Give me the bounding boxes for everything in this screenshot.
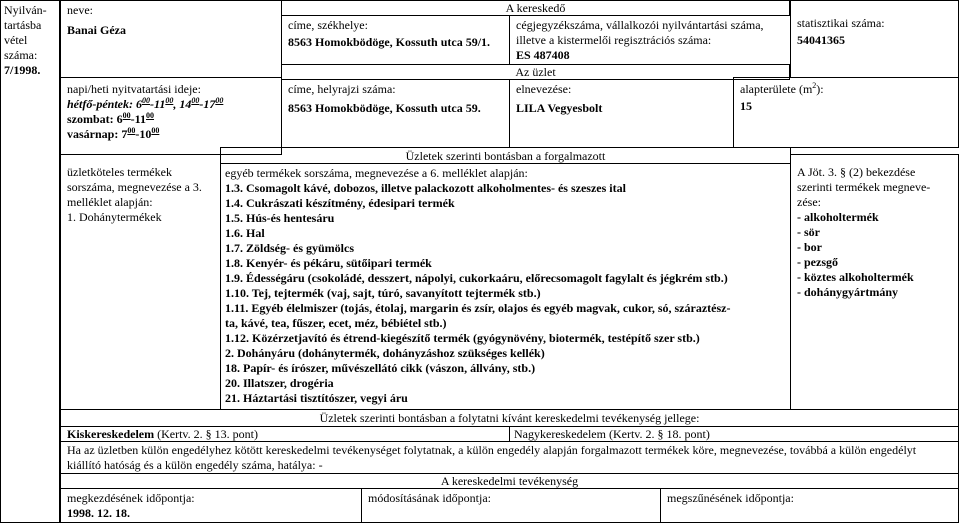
retail-label: Kiskereskedelem xyxy=(67,427,155,441)
trader-stat-value: 54041365 xyxy=(797,33,845,47)
shop-name-label: elnevezése: xyxy=(516,82,572,96)
opening-hours-cell xyxy=(60,77,282,155)
registry-number-label-4: száma: xyxy=(4,48,38,62)
list-item: ta, kávé, tea, fűszer, ecet, méz, bébiétel stb.) xyxy=(225,316,447,330)
activity-header-text: Üzletek szerinti bontásban a folytatni kívánt kereskedelmi tevékenység jellege: xyxy=(319,411,700,425)
registry-number-value: 7/1998. xyxy=(4,63,41,77)
other-products-label: egyéb termékek sorszáma, megnevezése a 6. melléklet alapján: xyxy=(225,166,528,180)
trader-name-value: Banai Géza xyxy=(67,23,126,37)
list-item: 1.11. Egyéb élelmiszer (tojás, étolaj, margarin és zsír, olajos és egyéb magvak, cukor, só, száraztész- xyxy=(225,301,731,315)
list-item: 2. Dohányáru (dohánytermék, dohányzáshoz szükséges kellék) xyxy=(225,346,545,360)
list-item: 18. Papír- és írószer, művészellátó cikk (vászon, állvány, stb.) xyxy=(225,361,536,375)
shop-address-label: címe, helyrajzi száma: xyxy=(288,82,396,96)
trader-seat-label: címe, székhelye: xyxy=(288,18,368,32)
list-item: - bor xyxy=(797,240,822,254)
permit-cell xyxy=(60,441,959,474)
list-item: 1.5. Hús-és hentesáru xyxy=(225,211,335,225)
list-item: 1.6. Hal xyxy=(225,226,265,240)
shop-address-value: 8563 Homokbödöge, Kossuth utca 59. xyxy=(288,101,481,115)
shop-area-cell xyxy=(733,77,959,148)
registry-number-label-3: vétel xyxy=(4,33,28,47)
trader-name-label: neve: xyxy=(67,3,93,17)
list-item: 1.12. Közérzetjavító és étrend-kiegészítő termék (gyógynövény, biotermék, testépítő szer stb.) xyxy=(225,331,700,345)
opening-sunday: vasárnap: $7^{00}-10^{00}$ xyxy=(67,126,160,141)
trader-header xyxy=(281,0,790,16)
licensed-products-value: 1. Dohánytermékek xyxy=(67,210,162,224)
products-header-text: Üzletek szerinti bontásban a forgalmazott xyxy=(405,149,606,163)
change-date-cell xyxy=(361,488,661,523)
other-products-list xyxy=(225,181,786,406)
shop-header-text: Az üzlet xyxy=(515,65,556,79)
list-item: - pezsgő xyxy=(797,255,838,269)
shop-name-cell xyxy=(509,79,734,148)
trader-reg-cell xyxy=(509,15,791,65)
list-item: 20. Illatszer, drogéria xyxy=(225,376,334,390)
opening-hours-label: napi/heti nyitvatartási ideje: xyxy=(67,82,201,96)
start-date-label: megkezdésének időpontja: xyxy=(67,491,195,505)
list-item: - alkoholtermék xyxy=(797,210,879,224)
registry-number-label-2: tartásba xyxy=(4,18,42,32)
start-date-cell xyxy=(60,488,362,523)
trader-header-text: A kereskedő xyxy=(505,1,566,15)
list-item: - dohánygyártmány xyxy=(797,285,899,299)
wholesale-cell xyxy=(509,426,959,442)
other-products-cell xyxy=(220,163,791,410)
trader-seat-value: 8563 Homokbödöge, Kossuth utca 59/1. xyxy=(288,35,491,49)
list-item: 21. Háztartási tisztítószer, vegyi áru xyxy=(225,391,408,405)
list-item: 1.8. Kenyér- és pékáru, sütőipari termék xyxy=(225,256,432,270)
shop-name-value: LILA Vegyesbolt xyxy=(516,101,603,115)
change-date-label: módosításának időpontja: xyxy=(368,491,491,505)
end-date-label: megszűnésének időpontja: xyxy=(667,491,794,505)
list-item: 1.4. Cukrászati készítmény, édesipari termék xyxy=(225,196,455,210)
products-header xyxy=(220,147,791,164)
shop-address-cell xyxy=(281,79,510,148)
list-item: - sör xyxy=(797,225,820,239)
trader-stat-label: statisztikai száma: xyxy=(797,16,885,30)
trader-reg-label: cégjegyzékszáma, vállalkozói nyilvántartási száma, illetve a kistermelői regisztrációs száma: xyxy=(516,18,764,47)
excise-products-cell xyxy=(790,154,959,410)
wholesale-label: Nagykereskedelem (Kertv. 2. § 18. pont) xyxy=(514,427,710,441)
permit-text: Ha az üzletben külön engedélyhez kötött kereskedelmi tevékenységet folytatnak, a külön engedély alapján forgalmazott termékek köre, megnevezése, továbbá a külön engedélyt kiállító hatóság és a külön engedély száma, hatálya: - xyxy=(67,443,917,472)
list-item: - köztes alkoholtermék xyxy=(797,270,914,284)
registry-number-label-1: Nyilván- xyxy=(4,3,47,17)
trader-stat-cell xyxy=(790,0,959,78)
timeline-header xyxy=(60,473,959,489)
registry-number-cell xyxy=(0,0,60,523)
start-date-value: 1998. 12. 18. xyxy=(67,506,130,520)
opening-weekday: hétfő-péntek: $6^{00}-11^{00}$, $14^{00}-17^{00}$ xyxy=(67,96,224,111)
timeline-header-text: A kereskedelmi tevékenység xyxy=(440,474,579,488)
shop-area-label: alapterülete $(m^2)$: xyxy=(740,81,824,96)
shop-area-value: 15 xyxy=(740,99,752,113)
trader-name-cell xyxy=(60,0,282,78)
retail-ref: (Kertv. 2. § 13. pont) xyxy=(154,427,258,441)
list-item: 1.7. Zöldség- és gyümölcs xyxy=(225,241,354,255)
retail-cell xyxy=(60,426,510,442)
end-date-cell xyxy=(660,488,959,523)
activity-header xyxy=(60,409,959,427)
list-item: 1.9. Édességáru (csokoládé, desszert, nápolyi, cukorkaáru, előrecsomagolt fagylalt és jégkrém stb.) xyxy=(225,271,728,285)
opening-saturday: szombat: $6^{00}-11^{00}$ xyxy=(67,111,155,126)
trader-reg-value: ES 487408 xyxy=(516,48,570,62)
licensed-products-cell xyxy=(60,154,221,410)
list-item: 1.10. Tej, tejtermék (vaj, sajt, túró, savanyított tejtermék stb.) xyxy=(225,286,541,300)
licensed-products-label: üzletköteles termékek sorszáma, megnevezése a 3. melléklet alapján: xyxy=(67,165,202,209)
shop-header xyxy=(281,64,790,80)
list-item: 1.3. Csomagolt kávé, dobozos, illetve palackozott alkoholmentes- és szeszes ital xyxy=(225,181,626,195)
trader-seat-cell xyxy=(281,15,510,65)
excise-products-label: A Jöt. 3. § (2) bekezdése szerinti termékek megneve-zése: xyxy=(797,165,931,209)
